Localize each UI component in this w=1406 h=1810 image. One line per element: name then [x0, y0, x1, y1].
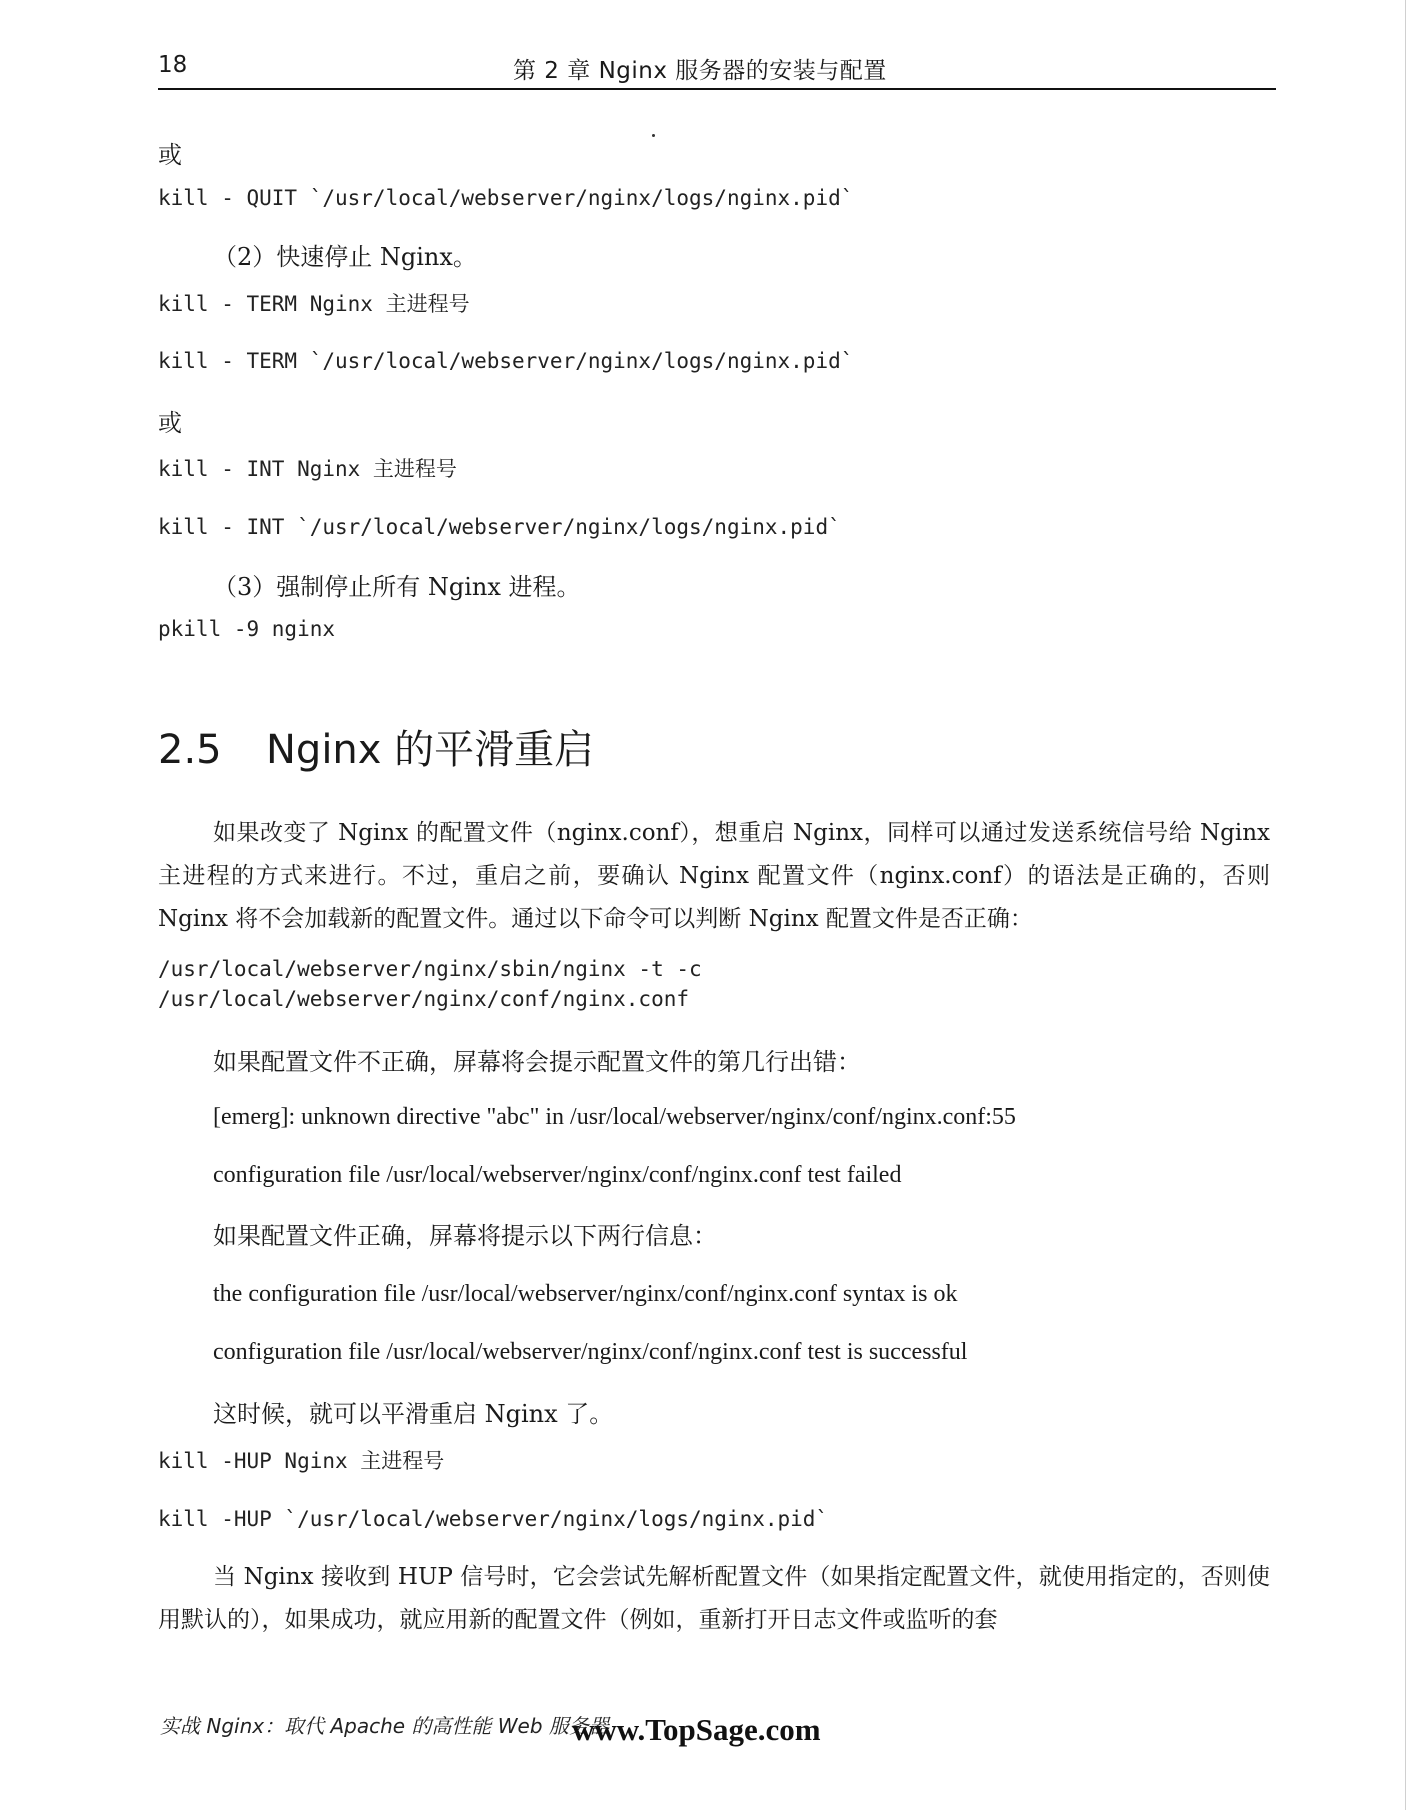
footer-site-watermark: www.TopSage.com	[572, 1712, 821, 1747]
code-pkill: pkill -9 nginx	[158, 617, 336, 641]
or-text: 或	[158, 409, 182, 437]
code-kill-quit-pid: kill - QUIT `/usr/local/webserver/nginx/logs/nginx.pid`	[158, 186, 854, 210]
right-config-note: 如果配置文件正确，屏幕将提示以下两行信息：	[213, 1222, 717, 1250]
page-number: 18	[158, 52, 188, 78]
scan-speck	[652, 134, 655, 137]
code-kill-term-main: kill - TERM Nginx 主进程号	[158, 292, 470, 316]
code-kill-term-pid: kill - TERM `/usr/local/webserver/nginx/logs/nginx.pid`	[158, 349, 854, 373]
page-header	[158, 48, 1276, 90]
section-number: 2.5	[158, 727, 222, 773]
code-test-cmd-line-2: /usr/local/webserver/nginx/conf/nginx.conf	[158, 987, 690, 1011]
ok-line-2: configuration file /usr/local/webserver/nginx/conf/nginx.conf test is successful	[213, 1339, 968, 1365]
code-kill-int-main: kill - INT Nginx 主进程号	[158, 457, 457, 481]
hup-paragraph: 当 Nginx 接收到 HUP 信号时，它会尝试先解析配置文件（如果指定配置文件，就使用指定的，否则使用默认的），如果成功，就应用新的配置文件（例如，重新打开日志文件或监听的套	[158, 1564, 1270, 1633]
ok-line-1: the configuration file /usr/local/webserver/nginx/conf/nginx.conf syntax is ok	[213, 1281, 958, 1307]
error-line-2: configuration file /usr/local/webserver/nginx/conf/nginx.conf test failed	[213, 1162, 902, 1188]
or-text: 或	[158, 141, 182, 169]
code-kill-hup-pid: kill -HUP `/usr/local/webserver/nginx/logs/nginx.pid`	[158, 1507, 829, 1531]
intro-paragraph: 如果改变了 Nginx 的配置文件（nginx.conf），想重启 Nginx，同样可以通过发送系统信号给 Nginx 主进程的方式来进行。不过，重启之前，要确认 Nginx 配置文件（nginx.conf）的语法是正确的，否则 Nginx 将不会加载新的配置文件。通过以下命令可以判断 Nginx 配置文件是否正确：	[158, 820, 1270, 932]
list-item-2: （2）快速停止 Nginx。	[213, 243, 477, 271]
chapter-title: 第 2 章 Nginx 服务器的安装与配置	[513, 58, 887, 84]
code-kill-hup-main: kill -HUP Nginx 主进程号	[158, 1449, 445, 1473]
footer-book-title: 实战 Nginx：取代 Apache 的高性能 Web 服务器	[160, 1714, 609, 1738]
error-line-1: [emerg]: unknown directive "abc" in /usr/local/webserver/nginx/conf/nginx.conf:55	[213, 1104, 1016, 1130]
section-title: Nginx 的平滑重启	[266, 727, 595, 773]
reload-note: 这时候，就可以平滑重启 Nginx 了。	[213, 1400, 614, 1428]
list-item-3: （3）强制停止所有 Nginx 进程。	[213, 573, 581, 601]
wrong-config-note: 如果配置文件不正确，屏幕将会提示配置文件的第几行出错：	[213, 1048, 861, 1076]
code-kill-int-pid: kill - INT `/usr/local/webserver/nginx/logs/nginx.pid`	[158, 515, 841, 539]
code-test-cmd-line-1: /usr/local/webserver/nginx/sbin/nginx -t -c	[158, 957, 702, 981]
section-heading	[158, 718, 594, 775]
